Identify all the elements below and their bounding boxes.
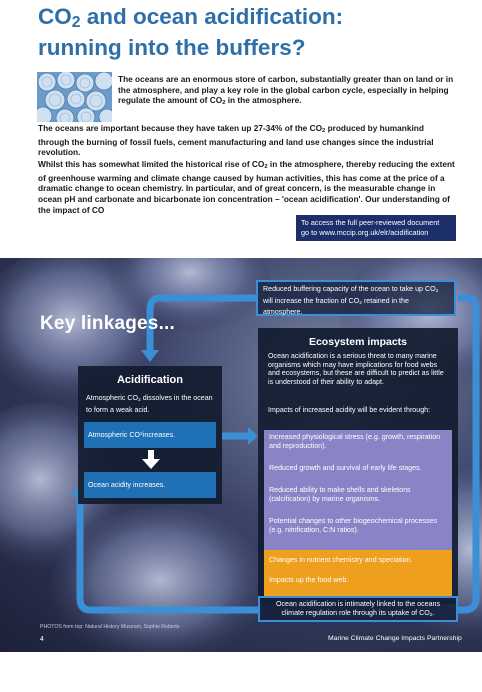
- impact-physiological-stress: Increased physiological stress (e.g. growth, respiration and reproduction).: [269, 433, 441, 450]
- chemistry-paragraph: Whilst this has somewhat limited the historical rise of $CO_2$ in the atmosphere, thereby reducing the extent of greenhouse warming and climate change caused by human activities, this has come at the price of a dramatic change to ocean chemistry. In particular, and of great concern, is the measurable change in ocean pH and carbonate and bicarbonate ion concentration – 'ocean acidification'. Our understanding of the impact of CO: [38, 159, 455, 215]
- impact-biogeochemical: Potential changes to other biogeochemical processes (e.g. nitrification, C:N ratios).: [269, 517, 437, 534]
- page-number: 4: [40, 636, 44, 643]
- ecosystem-intro: Ocean acidification is a serious threat to many marine organisms which may have implications for food webs and ecosystems, but these are difficult to predict as little is understood of their ability to adapt.: [268, 352, 444, 386]
- access-line-2: go to www.mccip.org.uk/elr/acidification: [301, 227, 429, 237]
- acidification-box: [78, 366, 222, 504]
- impact-nutrient-chemistry: Changes in nutrient chemistry and speciation.: [269, 556, 413, 564]
- acidity-impacts-list: [264, 430, 452, 550]
- ecosystem-impacts-box: [258, 328, 458, 604]
- ecosystem-lead: Impacts of increased acidity will be evident through:: [268, 406, 431, 414]
- impact-food-web: Impacts up the food web.: [269, 576, 349, 584]
- arrow-head-right: [248, 427, 258, 445]
- partnership-footer: Marine Climate Change Impacts Partnership: [328, 635, 462, 642]
- acid-step-co2-increases: Atmospheric CO 2 increases.: [84, 422, 216, 448]
- acidification-title: Acidification: [116, 374, 183, 386]
- uptake-paragraph: The oceans are important because they have taken up 27-34% of the $CO_2$ produced by humankind through the burning of fossil fuels, cement manufacturing and land use changes since the industrial revolution.: [38, 123, 434, 158]
- impact-early-life-stages: Reduced growth and survival of early life stages.: [269, 464, 422, 472]
- key-linkages-heading: Key linkages...: [40, 313, 176, 334]
- access-document-link[interactable]: [296, 215, 456, 241]
- climate-regulation-box: Ocean acidification is intimately linked to the oceans climate regulation role through its uptake of $CO_2$.: [258, 596, 458, 622]
- impact-calcification: Reduced ability to make shells and skeletons (calcification) by marine organisms.: [269, 486, 411, 503]
- key-linkages-panel: [0, 258, 482, 652]
- buffering-capacity-box: Reduced buffering capacity of the ocean to take up $CO_2$ will increase the fraction of $CO_2$ retained in the atmosphere.: [256, 280, 456, 316]
- coccolith-thumbnail-image: [37, 72, 112, 122]
- access-line-1: To access the full peer-reviewed document: [301, 218, 440, 227]
- ecosystem-title: Ecosystem impacts: [308, 336, 408, 348]
- intro-paragraph: The oceans are an enormous store of carbon, substantially greater than on land or in the atmosphere, and play a key role in the global carbon cycle, especially in helping regulate the amount of $CO_2$ in the atmosphere.: [118, 74, 454, 107]
- acidification-description: Atmospheric $CO_2$ dissolves in the ocean to form a weak acid.: [86, 394, 213, 414]
- page-title: $CO_2$ and ocean acidification: running into the buffers?: [38, 4, 344, 61]
- acid-step-acidity-increases: Ocean acidity increases.: [84, 472, 216, 498]
- nutrient-impacts-list: [264, 550, 452, 598]
- down-arrow-icon: [142, 450, 160, 470]
- photo-credit: PHOTOS from top: Natural History Museum, Sophie Roberts: [40, 624, 180, 630]
